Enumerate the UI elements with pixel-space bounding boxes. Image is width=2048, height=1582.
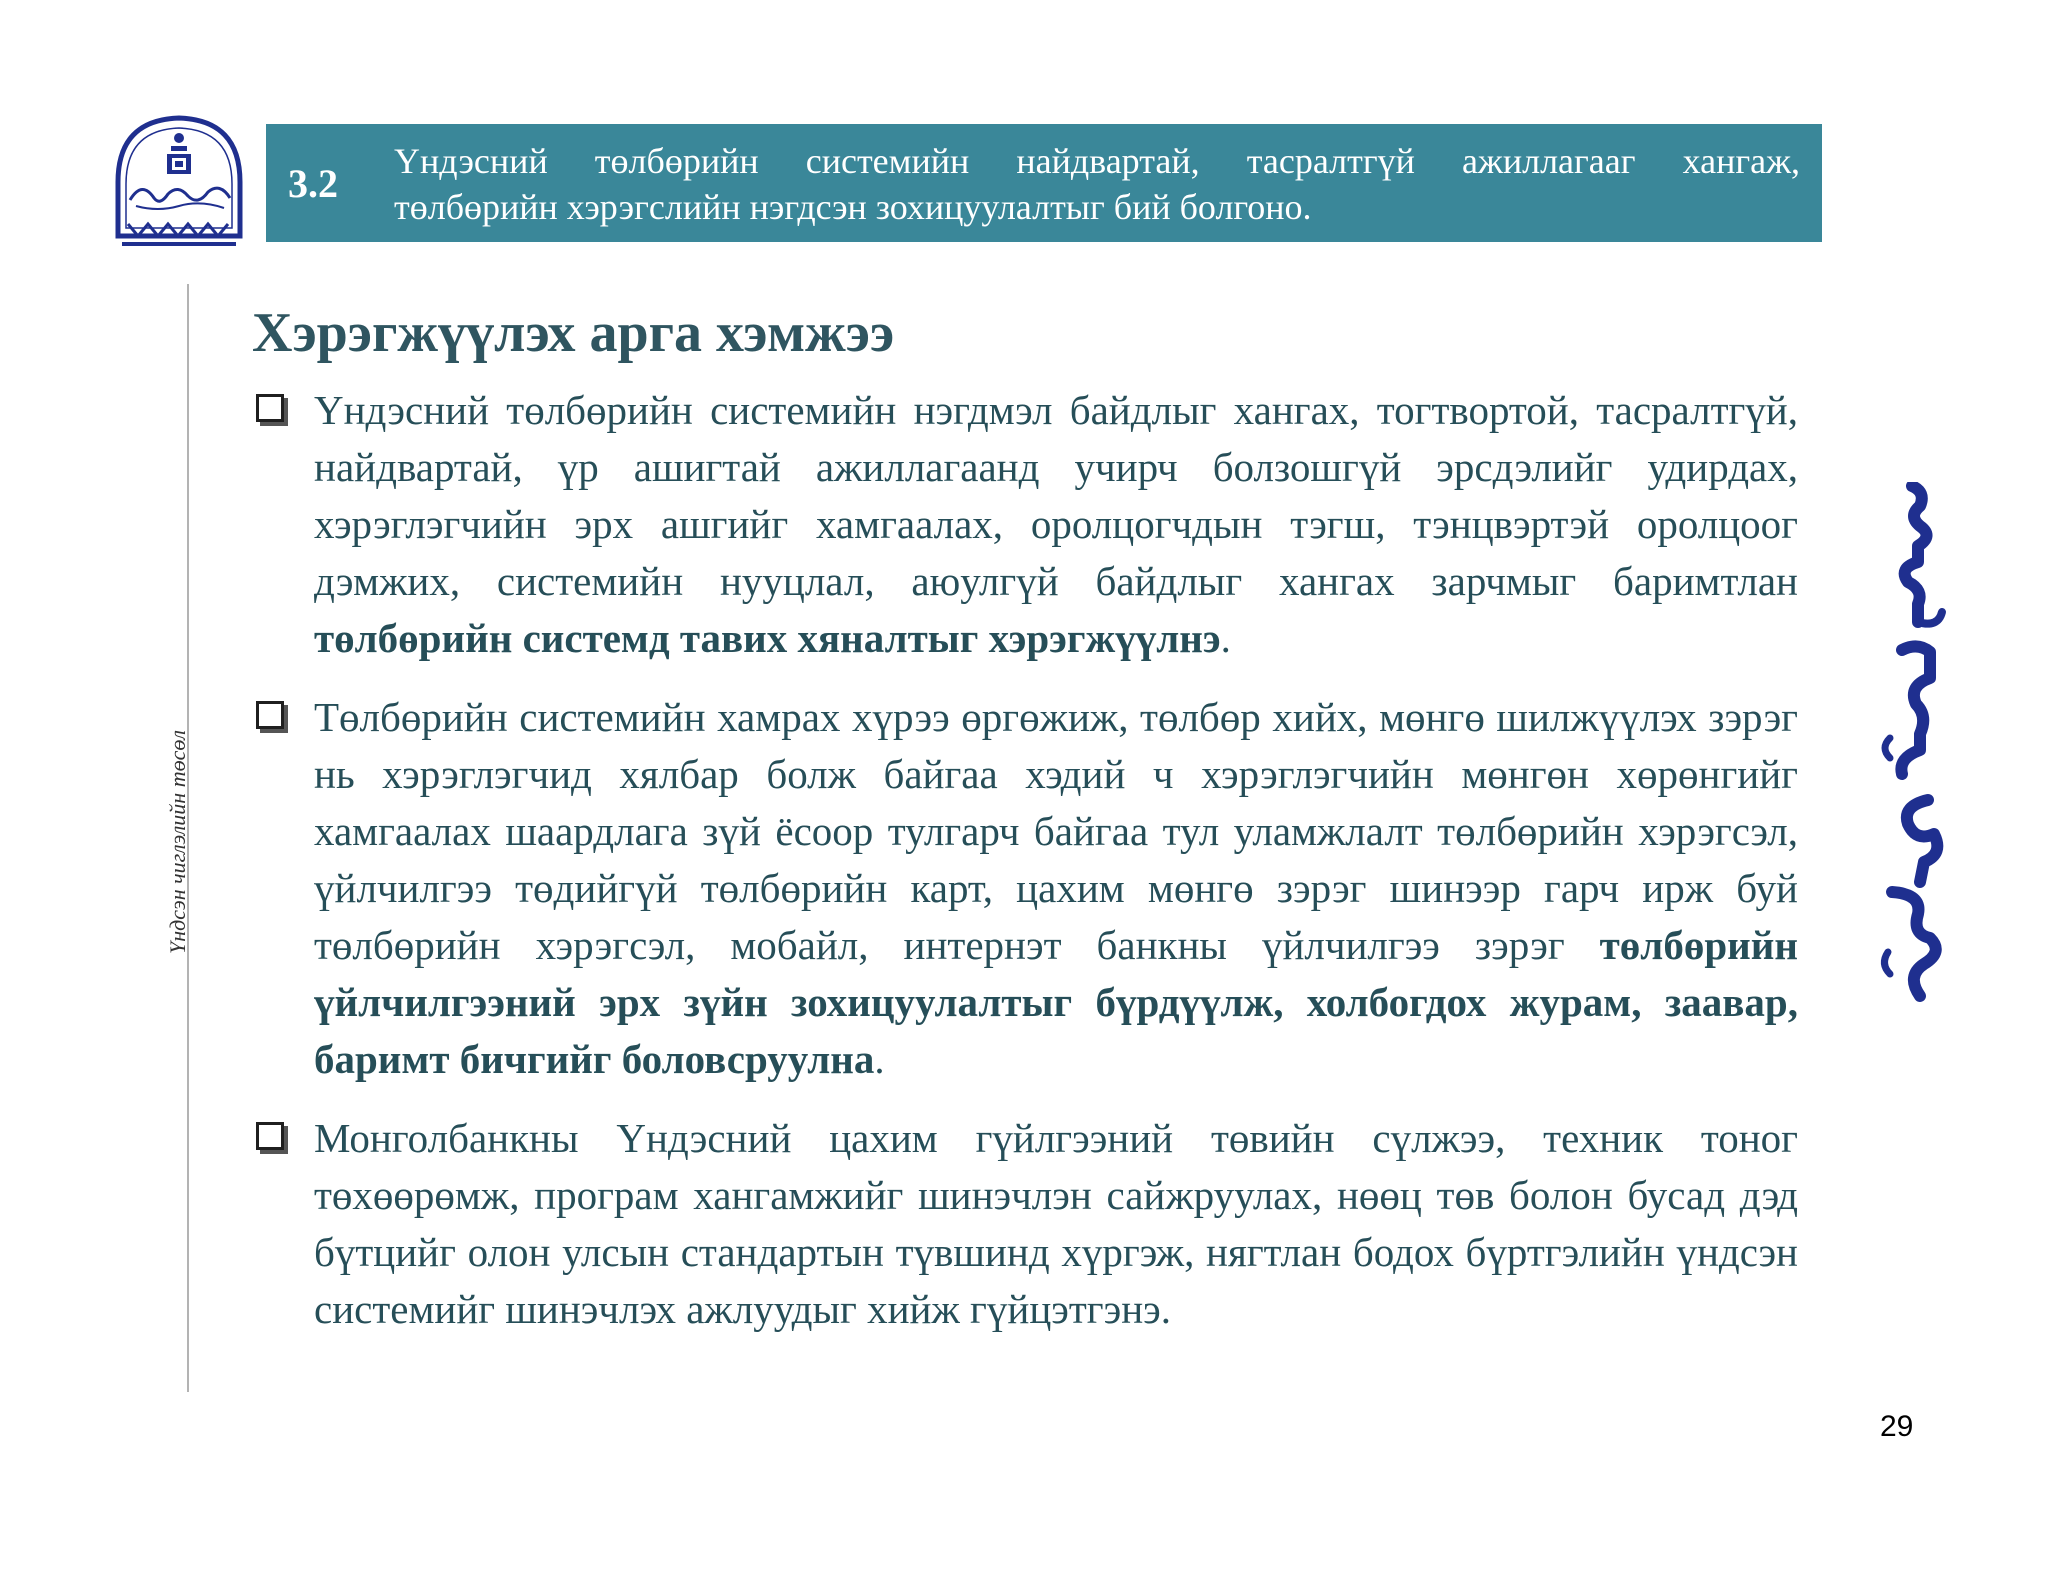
bullet-list <box>252 382 1798 1360</box>
section-banner <box>266 124 1822 242</box>
page-number: 29 <box>1880 1410 1914 1443</box>
checkbox-bullet-icon <box>256 394 284 422</box>
page-title: Хэрэгжүүлэх арга хэмжээ <box>252 302 895 364</box>
list-item-emphasis: төлбөрийн системд тавих хяналтыг хэрэгжүүлнэ <box>314 615 1221 661</box>
section-heading <box>394 138 1800 230</box>
section-heading-line-1: Үндэсний төлбөрийн системийн найдвартай, тасралтгүй ажиллагааг хангаж, <box>394 141 1800 181</box>
side-label: Үндсэн чиглэлийн төсөл <box>165 730 190 954</box>
list-item <box>252 382 1798 667</box>
checkbox-bullet-icon <box>256 1122 284 1150</box>
list-item-text: Төлбөрийн системийн хамрах хүрээ өргөжиж, төлбөр хийх, мөнгө шилжүүлэх зэрэг нь хэрэглэгчид хялбар болж байгаа хэдий ч хэрэглэгчийн мөнгөн хөрөнгийг хамгаалах шаардлага зүй ёсоор тулгарч байгаа тул уламжлалт төлбөрийн хэрэгсэл, үйлчилгээ төдийгүй төлбөрийн карт, цахим мөнгө зэрэг шинээр гарч ирж буй төлбөрийн хэрэгсэл, мобайл, интернэт банкны үйлчилгээ зэрэг төлбөрийн үйлчилгээний эрх зүйн зохицуулалтыг бүрдүүлж, холбогдох журам, заавар, баримт бичгийг боловсруулна. <box>314 694 1798 1082</box>
mongolian-script-decoration-icon <box>1868 482 1968 1002</box>
list-item-text: Монголбанкны Үндэсний цахим гүйлгээний төвийн сүлжээ, техник тоног төхөөрөмж, програм хангамжийг шинэчлэн сайжруулах, нөөц төв болон бусад дэд бүтцийг олон улсын стандартын түвшинд хүргэж, нягтлан бодох бүртгэлийн үндсэн системийг шинэчлэх ажлуудыг хийж гүйцэтгэнэ. <box>314 1115 1798 1332</box>
list-item-emphasis: төлбөрийн үйлчилгээний эрх зүйн зохицуулалтыг бүрдүүлж, холбогдох журам, заавар, баримт бичгийг боловсруулна <box>314 922 1798 1082</box>
list-item-text: Үндэсний төлбөрийн системийн нэгдмэл байдлыг хангах, тогтвортой, тасралтгүй, найдвартай, үр ашигтай ажиллагаанд учирч болзошгүй эрсдэлийг удирдах, хэрэглэгчийн эрх ашгийг хамгаалах, оролцогчдын тэгш, тэнцвэртэй оролцоог дэмжих, системийн нууцлал, аюулгүй байдлыг хангах зарчмыг баримтлан төлбөрийн системд тавих хяналтыг хэрэгжүүлнэ. <box>314 387 1798 661</box>
section-number: 3.2 <box>288 161 338 206</box>
section-heading-line-2: төлбөрийн хэрэгслийн нэгдсэн зохицуулалтыг бий болгоно. <box>394 187 1312 227</box>
mongolbank-logo-icon <box>108 108 250 254</box>
list-item <box>252 689 1798 1088</box>
list-item <box>252 1110 1798 1338</box>
checkbox-bullet-icon <box>256 701 284 729</box>
